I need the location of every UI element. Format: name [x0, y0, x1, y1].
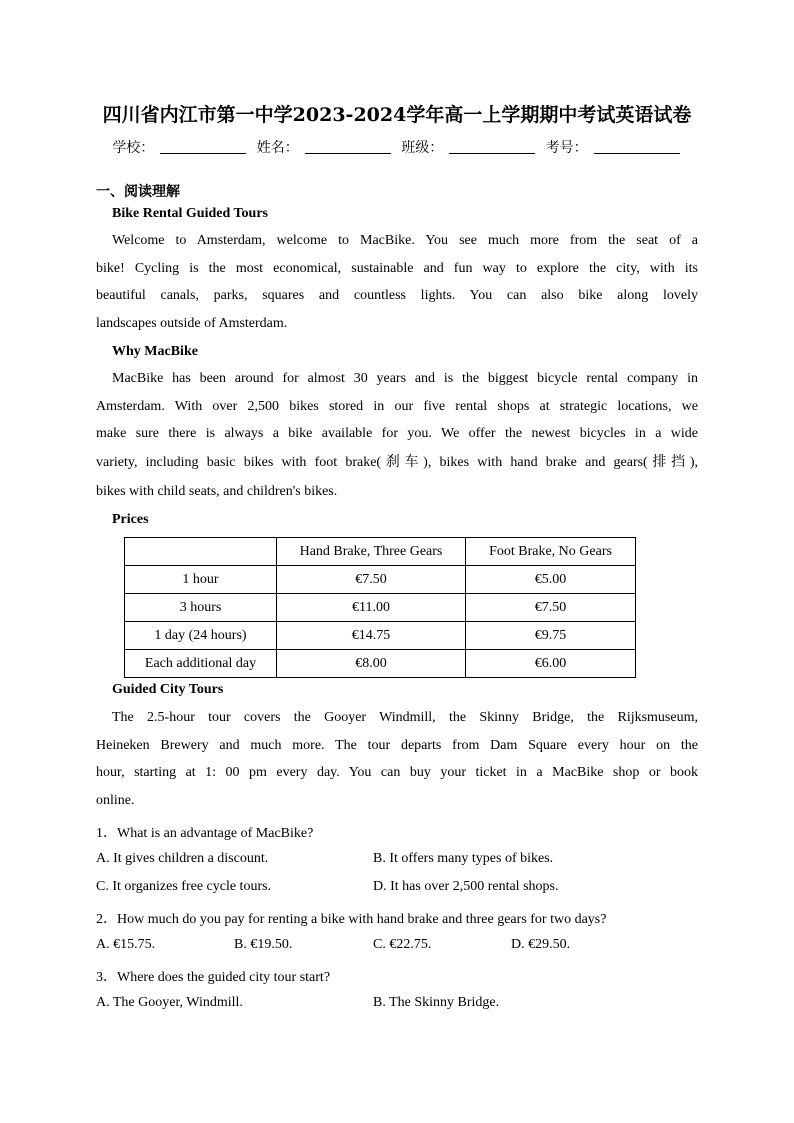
guided-tours-heading: Guided City Tours: [112, 682, 224, 697]
number-blank[interactable]: [594, 139, 680, 154]
name-label: 姓名：: [256, 140, 299, 156]
paragraph-3-line: online.: [96, 793, 135, 809]
table-header-cell: Foot Brake, No Gears: [466, 538, 636, 566]
exam-title: 四川省内江市第一中学2023-2024学年高一上学期期中考试英语试卷: [102, 104, 692, 126]
question-1-option-a[interactable]: A. It gives children a discount.: [96, 851, 269, 866]
question-2-option-b[interactable]: B. €19.50.: [234, 937, 293, 952]
table-row: [125, 566, 636, 594]
passage-title: Bike Rental Guided Tours: [112, 206, 268, 221]
table-cell: €9.75: [466, 622, 636, 650]
prices-table: [124, 537, 636, 678]
question-2-option-d[interactable]: D. €29.50.: [511, 937, 571, 952]
table-row: [125, 622, 636, 650]
paragraph-1-line: beautiful canals, parks, squares and countless lights. You can also bike along lovely: [96, 288, 698, 304]
question-3-stem: 3．Where does the guided city tour start?: [96, 970, 331, 985]
paragraph-1-line: Welcome to Amsterdam, welcome to MacBike. You see much more from the seat of a: [112, 233, 698, 248]
paragraph-3-line: Heineken Brewery and much more. The tour departs from Dam Square every hour on the: [96, 737, 698, 753]
paragraph-1-line: landscapes outside of Amsterdam.: [96, 316, 288, 332]
question-2-stem: 2．How much do you pay for renting a bike with hand brake and three gears for two days?: [96, 912, 607, 927]
table-cell: €11.00: [277, 594, 466, 622]
number-label: 考号：: [545, 140, 588, 156]
table-header-row: [125, 538, 636, 566]
paragraph-2-line: variety, including basic bikes with foot brake(刹车), bikes with hand brake and gears(排挡),: [96, 455, 698, 471]
table-cell: 1 hour: [125, 566, 277, 594]
school-label: 学校：: [112, 140, 155, 156]
paragraph-2-line: MacBike has been around for almost 30 years and is the biggest bicycle rental company in: [112, 371, 698, 386]
paragraph-2: [96, 365, 698, 506]
school-blank[interactable]: [160, 139, 246, 154]
question-1-option-c[interactable]: C. It organizes free cycle tours.: [96, 879, 272, 894]
paragraph-3-line: The 2.5-hour tour covers the Gooyer Windmill, the Skinny Bridge, the Rijksmuseum,: [112, 710, 698, 725]
name-blank[interactable]: [305, 139, 391, 154]
table-cell: €5.00: [466, 566, 636, 594]
question-1-stem: 1．What is an advantage of MacBike?: [96, 826, 314, 841]
paragraph-2-line: make sure there is always a bike available for you. We offer the newest bicycles in a wide: [96, 426, 698, 442]
paragraph-2-line: Amsterdam. With over 2,500 bikes stored in our five rental shops at strategic locations, we: [96, 398, 698, 414]
table-cell: €7.50: [466, 594, 636, 622]
section-heading: 一、阅读理解: [96, 184, 180, 200]
table-header-cell: [125, 538, 277, 566]
why-macbike-heading: Why MacBike: [112, 344, 198, 359]
student-info-row: [0, 137, 794, 157]
paragraph-3-line: hour, starting at 1: 00 pm every day. You can buy your ticket in a MacBike shop or book: [96, 765, 698, 781]
paragraph-2-line: bikes with child seats, and children's bikes.: [96, 484, 338, 500]
table-cell: 1 day (24 hours): [125, 622, 277, 650]
prices-heading: Prices: [112, 512, 149, 527]
paragraph-1-line: bike! Cycling is the most economical, sustainable and fun way to explore the city, with its: [96, 260, 698, 276]
table-cell: Each additional day: [125, 650, 277, 678]
question-2-option-a[interactable]: A. €15.75.: [96, 937, 156, 952]
question-2-option-c[interactable]: C. €22.75.: [373, 937, 432, 952]
question-3-option-a[interactable]: A. The Gooyer, Windmill.: [96, 995, 243, 1010]
table-cell: €6.00: [466, 650, 636, 678]
question-1-option-d[interactable]: D. It has over 2,500 rental shops.: [373, 879, 559, 894]
paragraph-1: [96, 227, 698, 338]
table-cell: €8.00: [277, 650, 466, 678]
question-3-option-b[interactable]: B. The Skinny Bridge.: [373, 995, 500, 1010]
table-header-cell: Hand Brake, Three Gears: [277, 538, 466, 566]
table-row: [125, 594, 636, 622]
table-cell: €14.75: [277, 622, 466, 650]
table-row: [125, 650, 636, 678]
paragraph-3: [96, 704, 698, 815]
class-blank[interactable]: [449, 139, 535, 154]
table-cell: 3 hours: [125, 594, 277, 622]
table-cell: €7.50: [277, 566, 466, 594]
class-label: 班级：: [401, 140, 444, 156]
question-1-option-b[interactable]: B. It offers many types of bikes.: [373, 851, 554, 866]
